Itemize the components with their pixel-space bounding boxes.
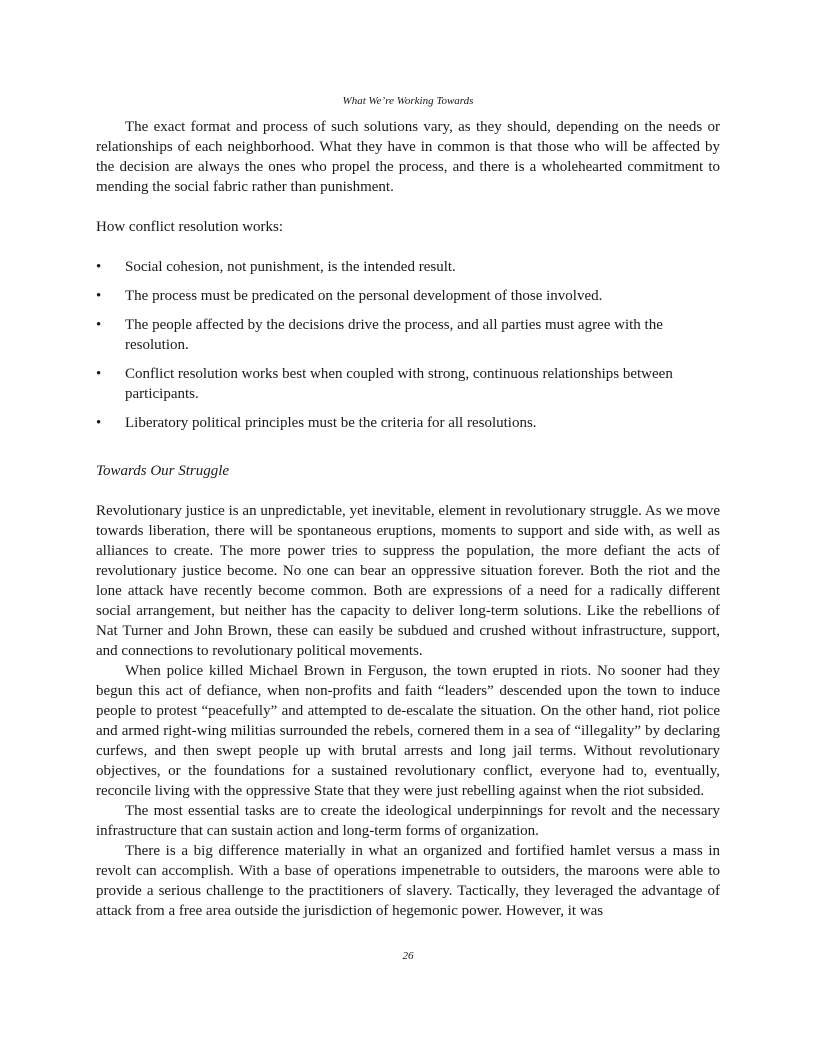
list-item (96, 364, 720, 404)
body-paragraph: There is a big difference materially in what an organized and fortified hamlet versus a mass in revolt can accomplish. With a base of operations impenetrable to outsiders, the maroons were able to provide a serious challenge to the practitioners of slavery. Tactically, they leveraged the advantage of attack from a free area outside the jurisdiction of hegemonic power. However, it was (96, 843, 720, 919)
list-item-text: Liberatory political principles must be the criteria for all resolutions. (125, 415, 537, 431)
bullet-icon: • (96, 366, 102, 382)
bullet-icon: • (96, 415, 102, 431)
list-item (96, 315, 720, 355)
list-item (96, 257, 720, 277)
list-item-text: Conflict resolution works best when coupled with strong, continuous relationships between participants. (125, 366, 673, 402)
body-paragraph: The most essential tasks are to create the ideological underpinnings for revolt and the necessary infrastructure that can sustain action and long-term forms of organization. (96, 803, 720, 839)
body-paragraph: When police killed Michael Brown in Ferguson, the town erupted in riots. No sooner had they begun this act of defiance, when non-profits and faith “leaders” descended upon the town to induce people to protest “peacefully” and attempted to de-escalate the situation. On the other hand, riot police and armed right-wing militias surrounded the rebels, cornered them in a sea of “illegality” by declaring curfews, and then swept people up with brutal arrests and long jail terms. Without revolutionary objectives, or the foundations for a sustained revolutionary conflict, everyone had to, eventually, reconcile living with the oppressive State that they were just rebelling against when the riot subsided. (96, 663, 720, 799)
section-heading: Towards Our Struggle (96, 463, 230, 479)
running-head: What We’re Working Towards (342, 95, 474, 107)
list-item-text: The people affected by the decisions drive the process, and all parties must agree with the resolution. (125, 317, 663, 353)
list-item-text: The process must be predicated on the personal development of those involved. (125, 288, 603, 304)
list-item-text: Social cohesion, not punishment, is the intended result. (125, 259, 456, 275)
list-intro: How conflict resolution works: (96, 219, 284, 235)
page-number: 26 (402, 950, 414, 962)
list-item (96, 413, 720, 433)
list-item (96, 286, 720, 306)
body-text (96, 117, 720, 921)
bullet-icon: • (96, 317, 102, 333)
conflict-resolution-list (96, 257, 720, 433)
bullet-icon: • (96, 259, 102, 275)
intro-paragraph: The exact format and process of such solutions vary, as they should, depending on the needs or relationships of each neighborhood. What they have in common is that those who will be affected by the decision are always the ones who propel the process, and there is a wholehearted commitment to mending the social fabric rather than punishment. (96, 119, 720, 195)
body-paragraph: Revolutionary justice is an unpredictable, yet inevitable, element in revolutionary struggle. As we move towards liberation, there will be spontaneous eruptions, moments to support and side with, as well as alliances to create. The more power tries to suppress the population, the more defiant the acts of revolutionary justice become. No one can bear an oppressive situation forever. Both the riot and the lone attack have recently become common. Both are expressions of a need for a radically different social arrangement, but neither has the capacity to deliver long-term solutions. Like the rebellions of Nat Turner and John Brown, these can easily be subdued and crushed without infrastructure, support, and connections to revolutionary political movements. (96, 503, 720, 659)
document-page (96, 0, 720, 1056)
bullet-icon: • (96, 288, 102, 304)
